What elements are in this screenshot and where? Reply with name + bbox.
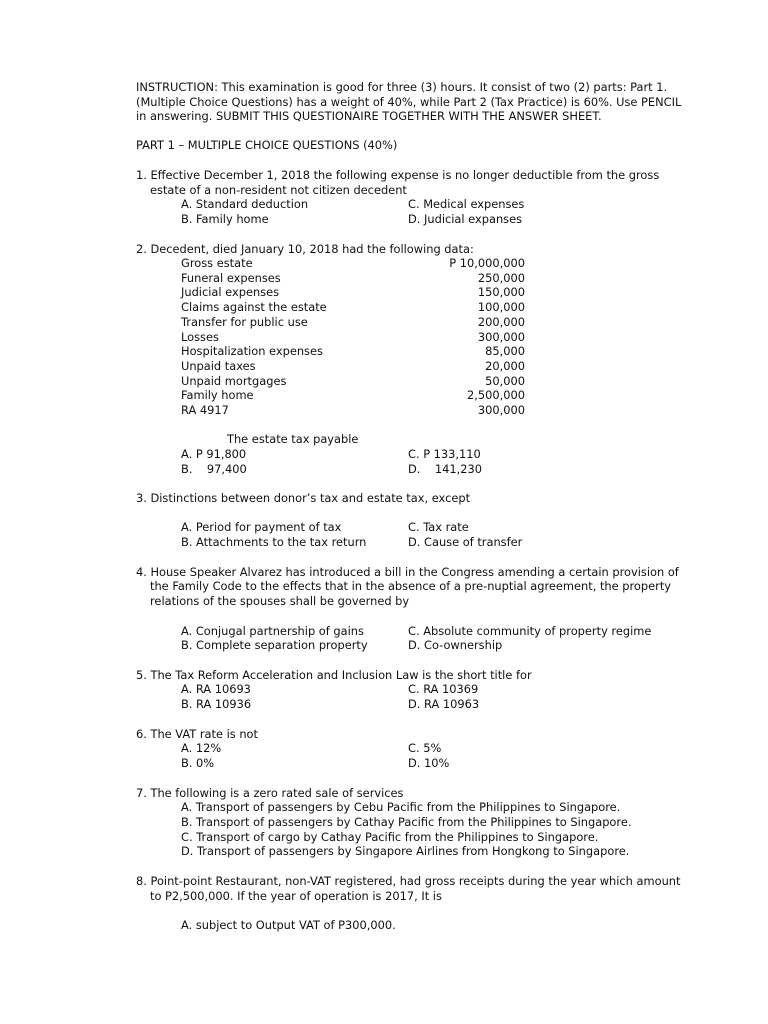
q2-item-amount: 20,000 [485,359,525,373]
q2-question: The estate tax payable [227,432,359,446]
q3-choice-c: C. Tax rate [408,520,469,534]
q2-item-label: Unpaid mortgages [181,374,287,388]
q2-item-label: Gross estate [181,256,253,270]
q2-item-amount: 250,000 [477,271,525,285]
q6-stem: 6. The VAT rate is not [136,727,258,741]
q4-stem-line-3: relations of the spouses shall be governed by [150,594,410,608]
q4-choice-d: D. Co-ownership [408,638,503,652]
q3-choice-b: B. Attachments to the tax return [181,535,367,549]
q2-item-amount: 85,000 [485,344,525,358]
q7-choice-c: C. Transport of cargo by Cathay Pacific from the Philippines to Singapore. [181,830,599,844]
q8-stem-line-1: 8. Point-point Restaurant, non-VAT registered, had gross receipts during the year which amount [136,874,681,888]
q2-item-amount: 300,000 [477,330,525,344]
q2-item-amount: 200,000 [477,315,525,329]
q7-choice-b: B. Transport of passengers by Cathay Pacific from the Philippines to Singapore. [181,815,632,829]
instruction-line-1: INSTRUCTION: This examination is good for three (3) hours. It consist of two (2) parts: Part 1. [136,80,668,94]
q2-item-amount: 100,000 [477,300,525,314]
q4-choice-c: C. Absolute community of property regime [408,624,652,638]
q6-choice-b: B. 0% [181,756,215,770]
q5-stem: 5. The Tax Reform Acceleration and Inclusion Law is the short title for [136,668,532,682]
q4-choice-a: A. Conjugal partnership of gains [181,624,364,638]
q2-item-amount: 50,000 [485,374,525,388]
q2-item-label: RA 4917 [181,403,229,417]
q2-item-label: Funeral expenses [181,271,281,285]
q3-choice-a: A. Period for payment of tax [181,520,342,534]
q6-choice-d: D. 10% [408,756,450,770]
q8-stem-line-2: to P2,500,000. If the year of operation is 2017, It is [150,889,442,903]
q5-choice-a: A. RA 10693 [181,682,251,696]
q8-choice-a: A. subject to Output VAT of P300,000. [181,918,396,932]
q4-stem-line-2: the Family Code to the effects that in the absence of a pre-nuptial agreement, the property [150,579,672,593]
q4-choice-b: B. Complete separation property [181,638,368,652]
q2-item-label: Hospitalization expenses [181,344,323,358]
q6-choice-c: C. 5% [408,741,442,755]
q1-choice-b: B. Family home [181,212,269,226]
q1-choice-d: D. Judicial expanses [408,212,523,226]
instruction-line-2: (Multiple Choice Questions) has a weight of 40%, while Part 2 (Tax Practice) is 60%. Use PENCIL [136,95,682,109]
q5-choice-c: C. RA 10369 [408,682,479,696]
q2-item-label: Unpaid taxes [181,359,256,373]
q4-stem-line-1: 4. House Speaker Alvarez has introduced a bill in the Congress amending a certain provision of [136,565,679,579]
q7-choice-d: D. Transport of passengers by Singapore Airlines from Hongkong to Singapore. [181,844,630,858]
q1-choice-c: C. Medical expenses [408,197,525,211]
q2-item-amount: 300,000 [477,403,525,417]
q7-stem: 7. The following is a zero rated sale of services [136,786,404,800]
q3-stem: 3. Distinctions between donor’s tax and estate tax, except [136,491,471,505]
q1-choice-a: A. Standard deduction [181,197,309,211]
q2-item-amount: P 10,000,000 [449,256,525,270]
q2-choice-a: A. P 91,800 [181,447,247,461]
q1-stem-line-1: 1. Effective December 1, 2018 the following expense is no longer deductible from the gross [136,168,660,182]
q2-item-amount: 150,000 [477,285,525,299]
q6-choice-a: A. 12% [181,741,222,755]
q2-item-label: Judicial expenses [181,285,280,299]
instruction-line-3: in answering. SUBMIT THIS QUESTIONAIRE TOGETHER WITH THE ANSWER SHEET. [136,109,602,123]
part-heading: PART 1 – MULTIPLE CHOICE QUESTIONS (40%) [136,138,398,152]
q3-choice-d: D. Cause of transfer [408,535,523,549]
q2-choice-b: B. 97,400 [181,462,247,476]
q2-item-label: Family home [181,388,254,402]
q2-item-amount: 2,500,000 [467,388,525,402]
q2-item-label: Claims against the estate [181,300,327,314]
q2-choice-c: C. P 133,110 [408,447,481,461]
q5-choice-d: D. RA 10963 [408,697,480,711]
q2-stem: 2. Decedent, died January 10, 2018 had the following data: [136,242,474,256]
q7-choice-a: A. Transport of passengers by Cebu Pacific from the Philippines to Singapore. [181,800,621,814]
q2-item-label: Losses [181,330,219,344]
q2-choice-d: D. 141,230 [408,462,482,476]
q5-choice-b: B. RA 10936 [181,697,252,711]
q2-item-label: Transfer for public use [181,315,308,329]
q1-stem-line-2: estate of a non-resident not citizen decedent [150,183,407,197]
